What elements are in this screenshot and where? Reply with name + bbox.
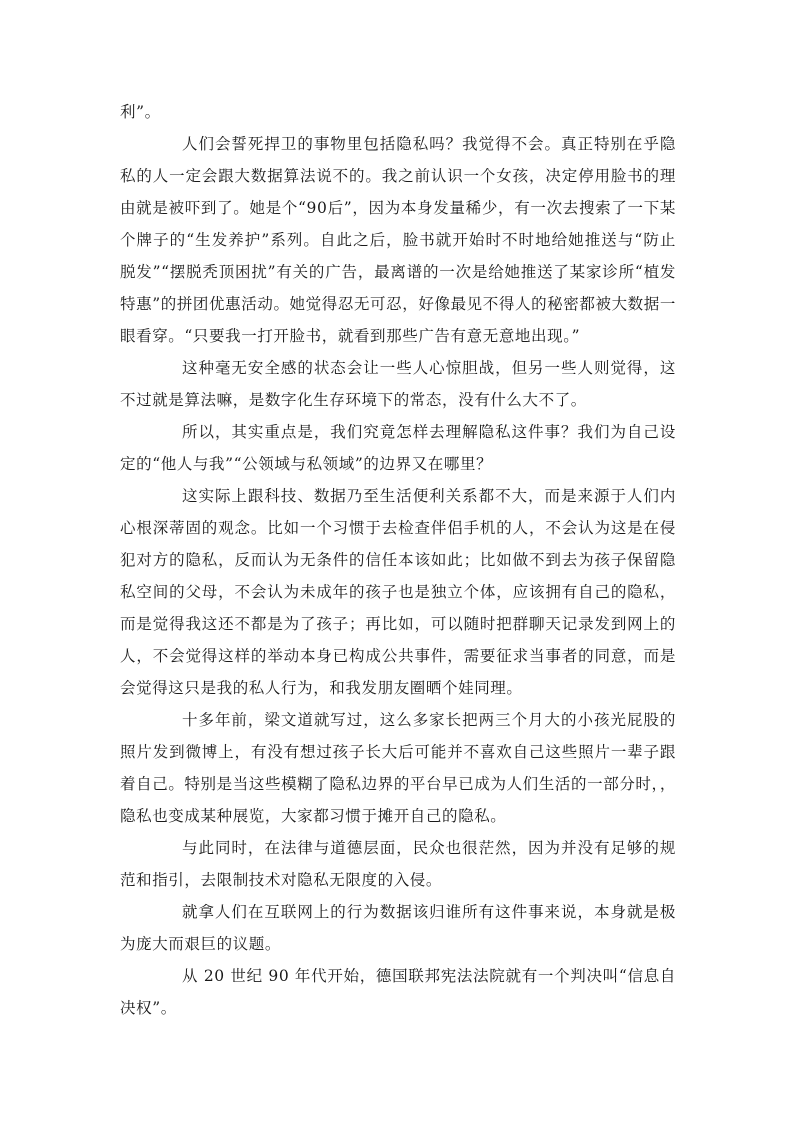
paragraph-1: 利”。 xyxy=(120,103,161,121)
paragraph-7: 与此同时，在法律与道德层面，民众也很茫然，因为并没有足够的规范和指引，去限制技术对隐私无限度的入侵。 xyxy=(120,839,676,889)
paragraph-8: 就拿人们在互联网上的行为数据该归谁所有这件事来说，本身就是极为庞大而艰巨的议题。 xyxy=(120,903,676,953)
paragraph-9: 从 20 世纪 90 年代开始，德国联邦宪法法院就有一个判决叫“信息自决权”。 xyxy=(120,967,676,1017)
paragraph-6: 十多年前，梁文道就写过，这么多家长把两三个月大的小孩光屁股的照片发到微博上，有没有想过孩子长大后可能并不喜欢自己这些照片一辈子跟着自己。特别是当这些模糊了隐私边界的平台早已成为人们生活的一部分时，，隐私也变成某种展览，大家都习惯于摊开自己的隐私。 xyxy=(120,711,676,825)
paragraph-5: 这实际上跟科技、数据乃至生活便利关系都不大，而是来源于人们内心根深蒂固的观念。比如一个习惯于去检查伴侣手机的人，不会认为这是在侵犯对方的隐私，反而认为无条件的信任本该如此；比如做不到去为孩子保留隐私空间的父母，不会认为未成年的孩子也是独立个体，应该拥有自己的隐私，而是觉得我这还不都是为了孩子；再比如，可以随时把群聊天记录发到网上的人，不会觉得这样的举动本身已构成公共事件，需要征求当事者的同意，而是会觉得这只是我的私人行为，和我发朋友圈晒个娃同理。 xyxy=(120,487,676,697)
paragraph-2: 人们会誓死捍卫的事物里包括隐私吗？我觉得不会。真正特别在乎隐私的人一定会跟大数据算法说不的。我之前认识一个女孩，决定停用脸书的理由就是被吓到了。她是个“90后”，因为本身发量稀少，有一次去搜索了一下某个牌子的“生发养护”系列。自此之后，脸书就开始时不时地给她推送与“防止脱发”“摆脱秃顶困扰”有关的广告，最离谱的一次是给她推送了某家诊所“植发特惠”的拼团优惠活动。她觉得忍无可忍，好像最见不得人的秘密都被大数据一眼看穿。“只要我一打开脸书，就看到那些广告有意无意地出现。” xyxy=(120,135,676,345)
paragraph-3: 这种毫无安全感的状态会让一些人心惊胆战，但另一些人则觉得，这不过就是算法嘛，是数字化生存环境下的常态，没有什么大不了。 xyxy=(120,359,676,409)
paragraph-4: 所以，其实重点是，我们究竟怎样去理解隐私这件事？我们为自己设定的“他人与我”“公领域与私领域”的边界又在哪里？ xyxy=(120,423,676,473)
article-body xyxy=(120,96,676,1024)
